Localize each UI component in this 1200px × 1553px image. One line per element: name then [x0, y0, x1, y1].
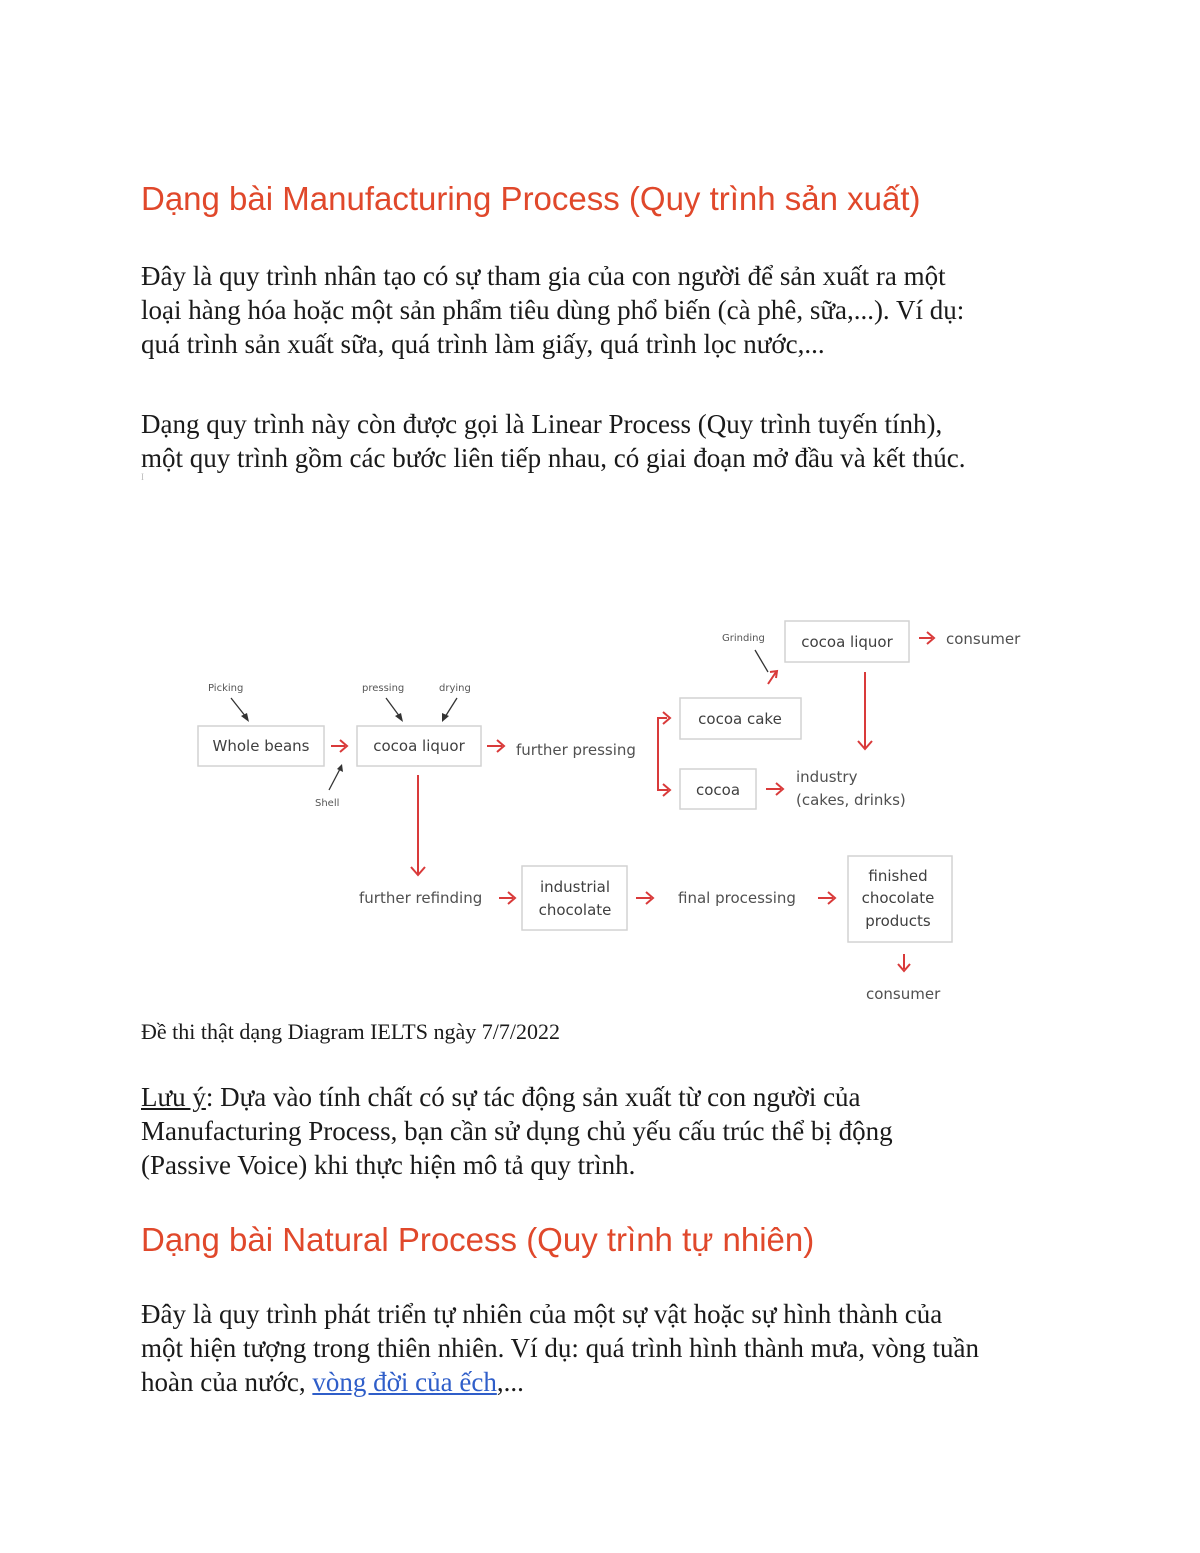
label-cocoa-liquor: cocoa liquor	[373, 737, 465, 755]
arrow-liquor-to-pressing	[487, 740, 504, 752]
arrow-finished-to-consumer	[898, 954, 910, 971]
paragraph-line: Manufacturing Process, bạn cần sử dụng chủ yếu cấu trúc thể bị động	[141, 1116, 893, 1146]
pointer-shell-arrow	[329, 764, 343, 790]
pointer-drying-arrow	[442, 698, 457, 722]
label-further-refinding: further refinding	[359, 889, 483, 907]
pointer-pressing-arrow	[386, 698, 403, 722]
label-cocoa-cake: cocoa cake	[698, 710, 782, 728]
arrow-industrial-to-final	[636, 892, 653, 904]
arrow-liquor-down-to-industry	[858, 672, 872, 749]
paragraph-line: Dạng quy trình này còn được gọi là Linear Process (Quy trình tuyến tính),	[141, 409, 943, 439]
paragraph-line: một quy trình gồm các bước liên tiếp nhau, có giai đoạn mở đầu và kết thúc.	[141, 443, 966, 473]
pointer-grinding-line	[755, 650, 768, 672]
arrow-final-to-finished	[818, 892, 835, 904]
diagram-caption: Đề thi thật dạng Diagram IELTS ngày 7/7/2022	[141, 1019, 560, 1044]
frog-lifecycle-link[interactable]: vòng đời của ếch	[312, 1367, 497, 1397]
paragraph-line	[141, 1080, 893, 1114]
label-industrial-line2: chocolate	[538, 901, 612, 919]
label-consumer-bottom: consumer	[866, 985, 941, 1003]
paragraph-natural-definition	[141, 1297, 979, 1399]
label-industry-line1: industry	[796, 768, 858, 786]
arrow-refinding-to-industrial	[499, 892, 515, 904]
arrow-cocoa-to-industry	[766, 783, 783, 795]
label-industrial-line1: industrial	[539, 878, 611, 896]
box-industrial-chocolate	[522, 866, 627, 930]
label-further-pressing: further pressing	[516, 741, 636, 759]
arrow-beans-to-liquor	[331, 740, 347, 752]
arrow-liquor-to-consumer	[919, 632, 934, 644]
arrow-pressing-branch	[658, 712, 670, 796]
label-cocoa: cocoa	[695, 781, 741, 799]
label-cocoa-liquor-top: cocoa liquor	[801, 633, 893, 651]
paragraph-line	[141, 1365, 979, 1399]
label-finished-line3: products	[865, 912, 931, 930]
label-finished-line2: chocolate	[861, 889, 935, 907]
stray-mark: I	[141, 472, 144, 482]
label-final-processing: final processing	[678, 889, 796, 907]
label-drying: drying	[439, 683, 471, 694]
label-shell: Shell	[315, 798, 340, 809]
pointer-picking-arrow	[231, 698, 249, 722]
paragraph-note	[141, 1080, 893, 1182]
label-pressing: pressing	[362, 683, 405, 694]
text-after-link: ,...	[496, 1367, 524, 1397]
paragraph-line: loại hàng hóa hoặc một sản phẩm tiêu dùng phổ biến (cà phê, sữa,...). Ví dụ:	[141, 295, 965, 325]
paragraph-line: quá trình sản xuất sữa, quá trình làm giấy, quá trình lọc nước,...	[141, 329, 825, 359]
label-whole-beans: Whole beans	[212, 737, 310, 755]
text-before-link: hoàn của nước,	[141, 1367, 313, 1397]
arrow-liquor-down-to-refinding	[411, 775, 425, 875]
paragraph-line: một hiện tượng trong thiên nhiên. Ví dụ: quá trình hình thành mưa, vòng tuần	[141, 1333, 979, 1363]
paragraph-line: Đây là quy trình nhân tạo có sự tham gia của con người để sản xuất ra một	[141, 261, 946, 291]
section-heading-natural: Dạng bài Natural Process (Quy trình tự nhiên)	[141, 1221, 815, 1258]
note-label: Lưu ý	[141, 1082, 206, 1112]
label-picking: Picking	[208, 683, 244, 694]
paragraph-line: (Passive Voice) khi thực hiện mô tả quy trình.	[141, 1150, 636, 1180]
label-finished-line1: finished	[868, 867, 928, 885]
label-grinding: Grinding	[722, 633, 765, 644]
section-heading-manufacturing: Dạng bài Manufacturing Process (Quy trình sản xuất)	[141, 180, 921, 217]
note-line1: : Dựa vào tính chất có sự tác động sản xuất từ con người của	[205, 1082, 861, 1112]
label-consumer-top: consumer	[946, 630, 1021, 648]
label-industry-line2: (cakes, drinks)	[796, 791, 906, 809]
paragraph-line: Đây là quy trình phát triển tự nhiên của một sự vật hoặc sự hình thành của	[141, 1299, 943, 1329]
arrow-grinding-up	[768, 671, 777, 684]
